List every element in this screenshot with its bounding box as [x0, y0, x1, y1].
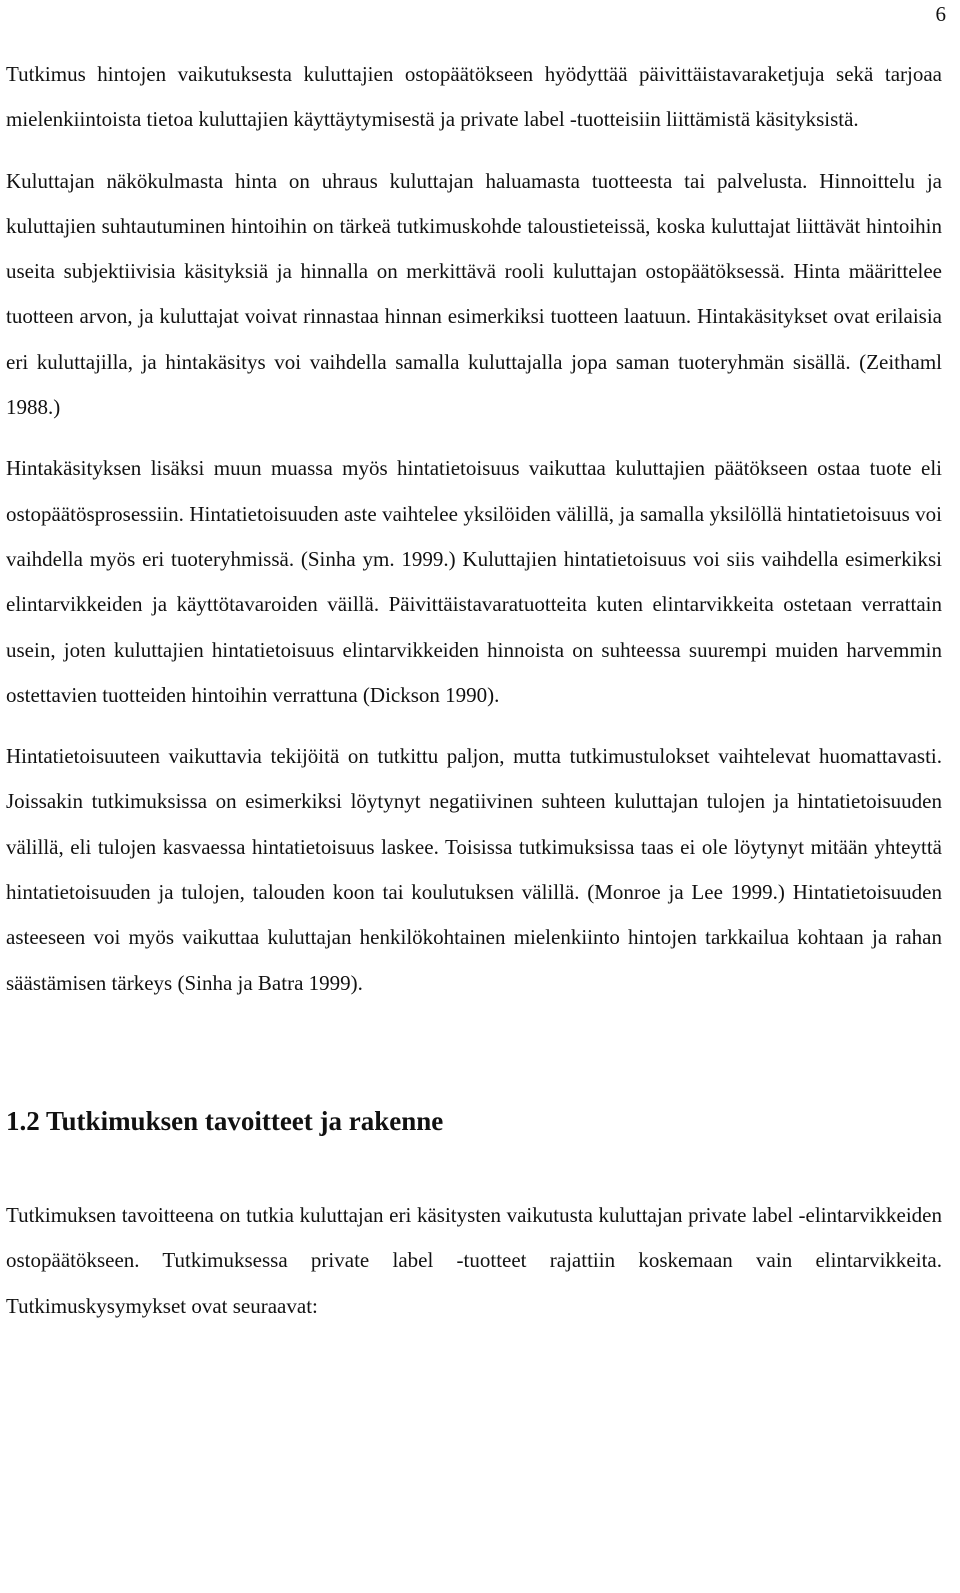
paragraph-research-goal: Tutkimuksen tavoitteena on tutkia kuluttajan eri käsitysten vaikutusta kuluttajan private label -elintarvikkeiden ostopäätökseen. Tutkimuksessa private label -tuotteet rajattiin koskemaan vain elintarvikkeita. Tutkimuskysymykset ovat seuraavat:: [6, 1202, 942, 1318]
paragraph-research-benefit: Tutkimus hintojen vaikutuksesta kuluttajien ostopäätökseen hyödyttää päivittäistavaraketjuja sekä tarjoaa mielenkiintoista tietoa kuluttajien käyttäytymisestä ja private label -tuotteisiin liittämistä käsityksistä.: [6, 62, 942, 132]
paragraph-price-awareness: Hintakäsityksen lisäksi muun muassa myös hintatietoisuus vaikuttaa kuluttajien päätökseen ostaa tuote eli ostopäätösprosessiin. Hintatietoisuuden aste vaihtelee yksilöiden välillä, ja samalla yksilöllä hintatietoisuus voi vaihdella myös eri tuoteryhmissä. (Sinha ym. 1999.) Kuluttajien hintatietoisuus voi siis vaihdella esimerkiksi elintarvikkeiden ja käyttötavaroiden väillä. Päivittäistavaratuotteita kuten elintarvikkeita ostetaan verrattain usein, joten kuluttajien hintatietoisuus elintarvikkeiden hinnoista on suhteessa suurempi muiden harvemmin ostettavien tuotteiden hintoihin verrattuna (Dickson 1990).: [6, 456, 942, 707]
document-body: [6, 52, 942, 1329]
paragraph-awareness-factors: Hintatietoisuuteen vaikuttavia tekijöitä on tutkittu paljon, mutta tutkimustulokset vaihtelevat huomattavasti. Joissakin tutkimuksissa on esimerkiksi löytynyt negatiivinen suhteen kuluttajan tulojen ja hintatietoisuuden välillä, eli tulojen kasvaessa hintatietoisuus laskee. Toisissa tutkimuksissa taas ei ole löytynyt mitään yhteyttä hintatietoisuuden ja tulojen, talouden koon tai koulutuksen välillä. (Monroe ja Lee 1999.) Hintatietoisuuden asteeseen voi myös vaikuttaa kuluttajan henkilökohtainen mielenkiinto hintojen tarkkailua kohtaan ja rahan säästämisen tärkeys (Sinha ja Batra 1999).: [6, 744, 942, 995]
page-number: 6: [935, 2, 946, 26]
paragraph-price-perception: Kuluttajan näkökulmasta hinta on uhraus kuluttajan haluamasta tuotteesta tai palvelusta. Hinnoittelu ja kuluttajien suhtautuminen hintoihin on tärkeä tutkimuskohde taloustieteissä, koska kuluttajat liittävät hintoihin useita subjektiivisia käsityksiä ja hinnalla on merkittävä rooli kuluttajan ostopäätöksessä. Hinta määrittelee tuotteen arvon, ja kuluttajat voivat rinnastaa hinnan esimerkiksi tuotteen laatuun. Hintakäsitykset ovat erilaisia eri kuluttajilla, ja hintakäsitys voi vaihdella samalla kuluttajalla jopa saman tuoteryhmän sisällä. (Zeithaml 1988.): [6, 168, 942, 420]
section-heading: 1.2 Tutkimuksen tavoitteet ja rakenne: [6, 1105, 444, 1136]
